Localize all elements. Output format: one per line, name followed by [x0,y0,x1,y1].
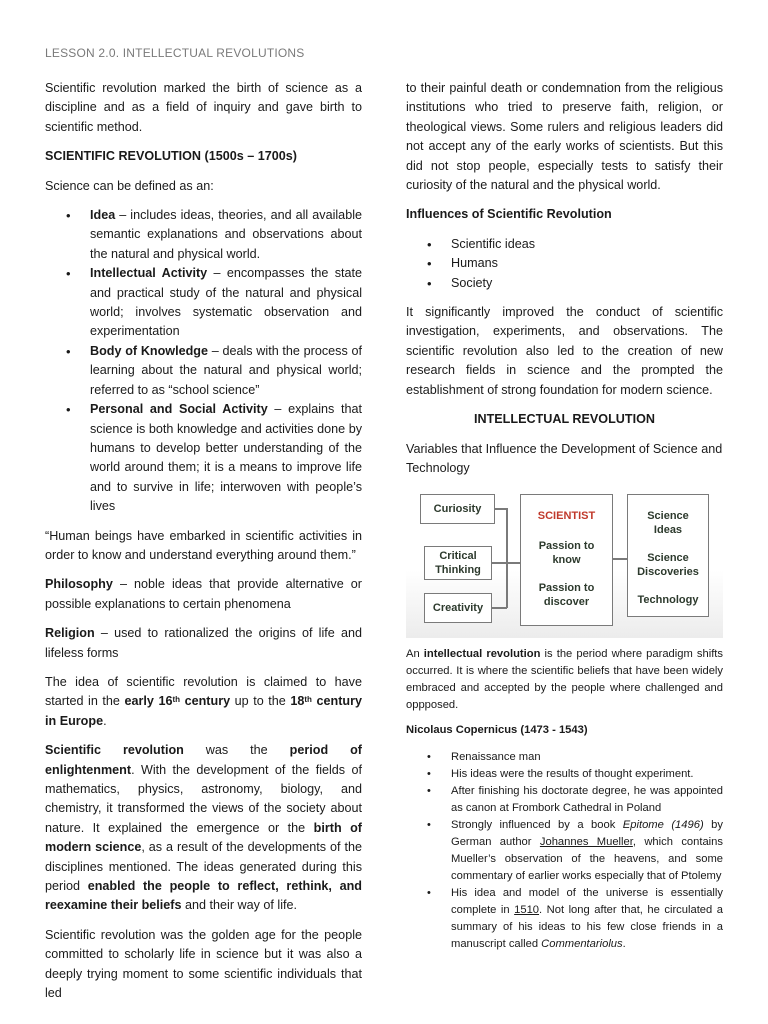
list-item: • Renaissance man [406,749,723,766]
quote-paragraph: “Human beings have embarked in scientific activities in order to know and understand everything around them.” [45,528,362,562]
scientist-box [520,494,613,626]
variables-paragraph: Variables that Influence the Development of Science and Technology [406,441,723,475]
list-item: • His ideas were the results of thought experiment. [406,766,723,783]
influences-heading: Influences of Scientific Revolution [406,207,612,222]
intellectual-revolution-paragraph: An intellectual revolution is the period where paradigm shifts occurred. It is where the scientific beliefs that have been widely embraced and accepted by the people where challenged and oppposed. [406,648,724,712]
scientist-label: SCIENTIST [537,510,596,523]
list-item: • Scientific ideas [406,235,723,254]
outcomes-box [627,494,709,617]
connector-line [613,558,627,560]
golden-age-paragraph: Scientific revolution was the golden age for the people committed to scholarly life in science but it was also a deeply trying moment to some scientific individuals that led [45,927,362,1001]
list-item: • Society [406,274,723,293]
philosophy-paragraph: Philosophy – noble ideas that provide alternative or possible explanations to certain phenomena [45,577,362,611]
passion-to-discover-label: Passion to discover [538,582,595,609]
science-ideas-label: Science Ideas [647,510,689,537]
continuation-paragraph: to their painful death or condemnation from the religious institutions who tried to preserve faith, religion, or theological views. Some rulers and religious leaders did not accept any of the early works of scientists. But this did not stop people, especially tests to satisfy their curiosity of the natural and the physical world. [406,81,723,193]
intellectual-revolution-heading: INTELLECTUAL REVOLUTION [474,412,655,427]
list-item: • Idea – includes ideas, theories, and all available semantic explanations and observations about the natural and physical world. [45,206,362,264]
list-item: • Personal and Social Activity – explains that science is both knowledge and activities done by humans to develop better understanding of the world around them; it is a means to improve life and to survive in life; interwoven with people’s lives [45,400,362,516]
intro-paragraph: Scientific revolution marked the birth of science as a discipline and as a field of inquiry and gave birth to scientific method. [45,81,362,134]
list-item: • Strongly influenced by a book Epitome (1496) by German author Johannes Mueller, which contains Mueller’s observation of the heavens, and some commentary of earlier works especially that of Ptolemy [406,817,723,885]
connector-line [492,562,507,564]
lesson-title: LESSON 2.0. INTELLECTUAL REVOLUTIONS [45,46,305,60]
list-item: • Body of Knowledge – deals with the process of learning about the natural and physical world; referred to as “school science” [45,342,362,400]
creativity-box: Creativity [424,593,492,623]
list-item: • After finishing his doctorate degree, he was appointed as canon at Frombork Cathedral in Poland [406,783,723,817]
improved-paragraph: It significantly improved the conduct of scientific investigation, experiments, and observations. The scientific revolution also led to the creation of new research fields in science and the prompted the establishment of strong foundation for modern science. [406,305,723,397]
passion-to-know-label: Passion to know [538,540,595,567]
right-column [406,79,723,963]
copernicus-heading: Nicolaus Copernicus (1473 - 1543) [406,724,588,737]
scientific-revolution-heading: SCIENTIFIC REVOLUTION (1500s – 1700s) [45,149,297,164]
science-defined-text: Science can be defined as an: [45,178,214,193]
connector-line [506,508,508,608]
list-item: • His idea and model of the universe is essentially complete in 1510. Not long after that, he circulated a summary of his ideas to his few close friends in a manuscript called Commentariolus. [406,885,723,953]
list-item: • Humans [406,254,723,273]
curiosity-box: Curiosity [420,494,495,524]
science-definitions-list [45,206,362,517]
technology-label: Technology [637,594,699,607]
variables-diagram [406,488,723,638]
critical-thinking-box: Critical Thinking [424,546,492,580]
religion-paragraph: Religion – used to rationalized the origins of life and lifeless forms [45,626,362,660]
science-discoveries-label: Science Discoveries [637,552,699,579]
enlightenment-paragraph: Scientific revolution was the period of enlightenment. With the development of the fields of mathematics, physics, astronomy, biology, and chemistry, it transformed the views of the society about nature. It explained the emergence or the birth of modern science, as a result of the developments of the disciplines mentioned. The ideas generated during this period enabled the people to reflect, rethink, and reexamine their beliefs and their way of life. [45,743,362,913]
list-item: • Intellectual Activity – encompasses the state and practical study of the natural and physical world; involves systematic observation and experimentation [45,264,362,342]
influences-list [406,235,723,293]
left-column [45,79,362,1013]
connector-line [506,562,520,564]
connector-line [492,607,507,609]
copernicus-list [406,749,723,953]
claim-paragraph: The idea of scientific revolution is claimed to have started in the early 16th century up to the 18th century in Europe. [45,674,363,728]
